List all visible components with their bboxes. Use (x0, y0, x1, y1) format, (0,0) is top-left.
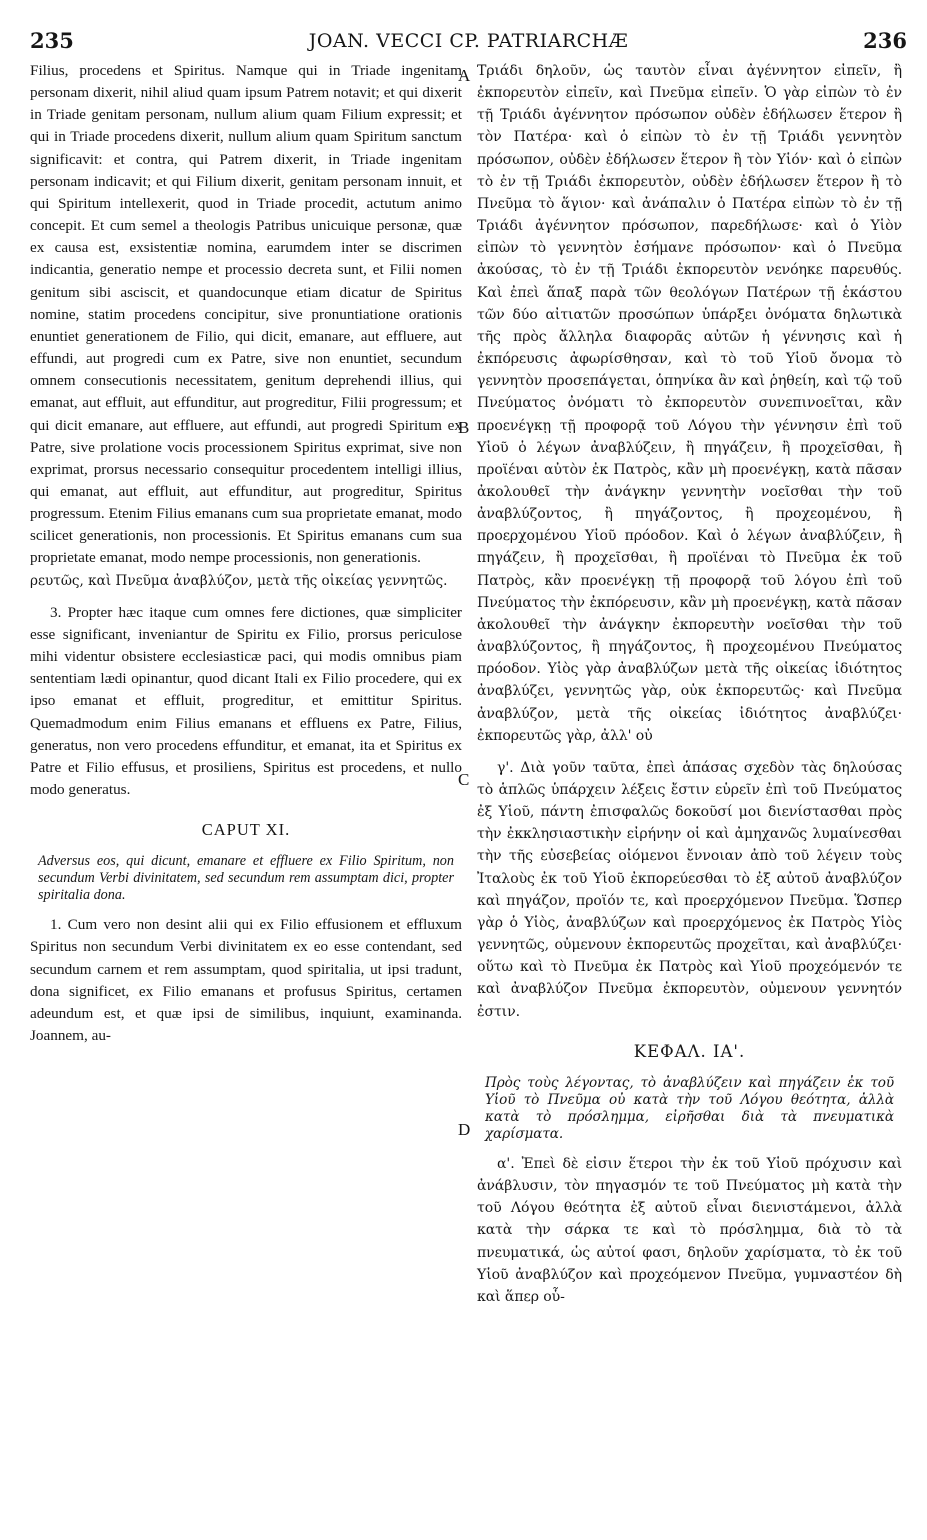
latin-paragraph-3: 1. Cum vero non desint alii qui ex Filio effusionem et effluxum Spiritus non secundum Verbi divinitatem ex eo esse contendant, sed secundum carnem et rem assumptam, quod spiritalia, ut ipsi tradunt, dona significet, ex Filio emanans et profusus Spiritus, certamen adeundum est, et quæ ipsi de similibus, inquiunt, examinanda. Joannem, au- (30, 916, 462, 1045)
latin-paragraph-1: Filius, procedens et Spiritus. Namque qui in Triade ingenitam personam dixerit, nihil aliud quam ipsum Patrem notavit; et qui dixerit in Triade genitam personam, nullum alium quam Filium expressit; et qui in Triade procedens dixerit, nullum alium quam Spiritum sanctum significavit: et contra, qui Patrem dixerit, in Triade ingenitam personam indicavit; et qui Filium dixerit, genitam personam innuit, et qui Spiritum intellexerit, quod in Triade procedit, actutum animo concepit. Et cum semel a theologis Patribus unicuique personæ, quæ ex causa est, exsistentiæ nomina, earumdem inter se discrimen indicantia, generatio nempe et processio decreta sunt, et Filii nomen genitum sibi asciscit, et quandocunque etiam dicatur de Spiritus nomine, statim procedens concipitur, sive pronuntiatione orationis enuntiet generationem de Filio, qui dicit, emanare, aut effluere, aut effundi, aut progredi cum ex Patre, sive non enuntiet, secundum omnem consecutionis necessitatem, genitum deprehendi illius, qui emanat, aut effluit, aut effunditur, aut progreditur, Filii progressum; et qui dicit emanare, aut effluere, aut effundi, aut progredi Spiritum ex Patre, sive prolatione vocis processionem Spiritus exprimat, sive non exprimat, prorsus necessario consequitur procedentem intelligi illius, qui emanat, aut effluit, aut effunditur, aut progreditur, Spiritus progressum. Etenim Filius emanans cum sua proprietate emanat, modo scilicet generationis, non processionis. Et Spiritus emanans cum sua proprietate emanat, modo nempe processionis, non generationis. (30, 62, 462, 567)
greek-paragraph-2: γ'. Διὰ γοῦν ταῦτα, ἐπεὶ ἁπάσας σχεδὸν τὰς δηλούσας τὸ ἁπλῶς ὑπάρχειν λέξεις ἔστιν εὑρεῖν ἐπὶ τοῦ Πνεύματος ἐξ Υἱοῦ, πάντη ἐπισφαλῶς δοκοῦσί μοι διενίστασθαι πρὸς τὴν ἐκκλησιαστικὴν εἰρήνην οἱ καὶ ἀμηχανῶς λυμαίνεσθαι τὴν τῆς εὐσεβείας οἰόμενοι ἔννοιαν ἀπὸ τοῦ λέγειν τοὺς Ἰταλοὺς ἐκ τοῦ Υἱοῦ ἐκπορεύεσθαι τὸ ἐξ αὐτοῦ ἀναβλύζον καὶ πηγάζον, προϊόν τε, καὶ προερχόμενον Πνεῦμα. Ὥσπερ γὰρ ὁ Υἱὸς, ἀναβλύζων καὶ προερχόμενος ἐκ Πατρὸς Υἱὸς γεννητῶς, οὐμενουν ἐκπορευτῶς προχεῖται, καὶ ἀναβλύζει· οὕτω καὶ τὸ Πνεῦμα ἐκ Πατρὸς καὶ Υἱοῦ προχεόμενόν τε καὶ ἀναβλύζον Πνεῦμα ἐκπορευτὸν, οὐμενουν γεννητόν ἐστιν. (477, 759, 902, 1020)
latin-chapter-summary: Adversus eos, qui dicunt, emanare et effluere ex Filio Spiritum, non secundum Verbi divinitatem, sed secundum rem assumptam dici, propter spiritalia dona. (38, 853, 454, 904)
margin-marker-d: D (458, 1120, 471, 1139)
latin-chapter-heading: CAPUT XI. (201, 820, 291, 840)
margin-marker-a: A (458, 66, 471, 85)
greek-column (477, 60, 902, 1308)
latin-paragraph-2: 3. Propter hæc itaque cum omnes fere dictiones, quæ simpliciter esse significant, inveniantur de Spiritu ex Filio, prorsus periculose mihi videntur obsistere ecclesiasticæ paci, qui modis omnibus piam sententiam lædi opinantur, quod dicant Itali ex Filio procedere, qui ex ipso emanat et effluit, progreditur, et emittitur Spiritus. Quemadmodum enim Filius emanans et effluens ex Patre, Filius, generatus, non vero procedens effunditur, et emanat, ita et Spiritus ex Patre et Filio effusus, et prosiliens, Spiritus est procedens, et nullo modo generatus. (30, 603, 462, 798)
running-title: JOAN. VECCI CP. PATRIARCHÆ (308, 30, 629, 52)
page-number-right: 236 (863, 28, 907, 53)
margin-marker-c: C (458, 770, 470, 789)
page-number-left: 235 (30, 28, 74, 53)
latin-column (30, 60, 462, 1047)
margin-marker-b: B (458, 418, 470, 437)
page-header (30, 28, 907, 60)
latin-column-greek-tail: ρευτῶς, καὶ Πνεῦμα ἀναβλύζον, μετὰ τῆς οἰκείας γεννητῶς. (30, 572, 448, 589)
greek-paragraph-3: α'. Ἐπεὶ δὲ εἰσιν ἕτεροι τὴν ἐκ τοῦ Υἱοῦ πρόχυσιν καὶ ἀνάβλυσιν, τὸν πηγασμόν τε τοῦ Πνεύματος μὴ κατὰ τὴν τοῦ Λόγου θεότητα ἐξ αὐτοῦ εἶναι διενιστάμενοι, ἀλλὰ κατὰ τὴν σάρκα τε καὶ τὸ πρόσλημμα, διὰ τὸ τὰ πνευματικά, ὡς αὐτοί φασι, δηλοῦν χαρίσματα, τὸ ἐκ τοῦ Υἱοῦ ἀναβλύζον καὶ προχεόμενον Πνεῦμα, γυμναστέον δὴ καὶ ἅπερ οὗ- (477, 1155, 902, 1305)
greek-paragraph-1: Τριάδι δηλοῦν, ὡς ταυτὸν εἶναι ἀγέννητον εἰπεῖν, ἢ ἐκπορευτὸν εἰπεῖν, καὶ Πνεῦμα εἰπεῖν. Ὁ γὰρ εἰπὼν τὸ ἐν τῇ Τριάδι ἀγέννητον πρόσωπον οὐδὲν ἐδήλωσεν ἕτερον ἢ τὸν Πατέρα· καὶ ὁ εἰπὼν τὸ ἐν τῇ Τριάδι γεννητὸν πρόσωπον, οὐδὲν ἐδήλωσεν ἕτερον ἢ τὸν Υἱόν· καὶ ὁ εἰπὼν τὸ ἐν τῇ Τριάδι ἐκπορευτὸν, οὐδὲν ἐδήλωσεν ἕτερον ἢ τὸ Πνεῦμα τὸ ἅγιον· καὶ ἀνάπαλιν ὁ Πατέρα εἰπὼν τὸ ἐν τῇ Τριάδι ἀγέννητον πρόσωπον, παρεδήλωσε· καὶ ὁ Υἱὸν εἰπὼν τὸ γεννητὸν ἐσήμανε πρόσωπον· καὶ ὁ Πνεῦμα ἀκούσας, τὸ ἐν τῇ Τριάδι ἐκπορευτὸν νενόηκε παρευθύς. Καὶ ἐπεὶ ἅπαξ παρὰ τῶν θεολόγων Πατέρων τῇ ἑκάστου τῶν δύο αἰτιατῶν προσώπων ὑπάρξει ὀνόματα δηλωτικὰ τῆς πρὸς ἄλληλα διαφορᾶς αὐτῶν ἡ γέννησις καὶ ἡ ἐκπόρευσις ἀφωρίσθησαν, καὶ τὸ τοῦ Υἱοῦ ὄνομα τὸ γεννητὸν προσεπάγεται, ὁπηνίκα ἂν καὶ ῥηθείη, καὶ τῷ τοῦ Πνεύματος ὀνόματι τὸ ἐκπορευτὸν συνεπινοεῖται, κἂν προενέγκῃ τῇ προφορᾷ τοῦ Λόγου τὴν γέννησιν ἐπὶ τοῦ Υἱοῦ ὁ λέγων ἀναβλύζειν, ἢ πηγάζειν, ἢ προχεῖσθαι, ἢ προϊέναι αὐτὸν ἐκ Πατρὸς, κἂν μὴ προενέγκῃ, κατὰ πᾶσαν ἀκολουθεῖ τὴν ἀνάγκην γεννητὴν νοεῖσθαι τὴν τοῦ ἀναβλύζοντος, ἢ πηγάζοντος, ἢ προχεομένου, ἢ προερχομένου Υἱοῦ πρόοδον. Καὶ ὁ λέγων ἀναβλύζειν, ἢ πηγάζειν, ἢ προχεῖσθαι, ἢ προϊέναι τὸ Πνεῦμα ἐκ τοῦ Πατρὸς, κἂν προενέγκῃ τῇ προφορᾷ τοῦ λόγου ἐπὶ τοῦ Πνεύματος τὴν ἐκπόρευσιν, κἂν μὴ προενέγκῃ, κατὰ πᾶσαν ἀκολουθεῖ τὴν ἀνάγκην ἐκπορευτὴν νοεῖσθαι τὴν τοῦ ἀναβλύζοντος, ἢ πηγάζοντος, ἢ προχεομένου Πνεύματος πρόοδον. Υἱὸς γὰρ ἀναβλύζων μετὰ τῆς οἰκείας ἰδιότητος ἀναβλύζει, γεννητῶς γὰρ, οὐκ ἐκπορευτῶς· καὶ Πνεῦμα ἀναβλύζον, μετὰ τῆς οἰκείας ἰδιότητος ἀναβλύζει· ἐκπορευτῶς γὰρ, ἀλλ' οὐ (477, 63, 902, 744)
greek-chapter-heading: ΚΕΦΑΛ. ΙΑ'. (633, 1041, 746, 1061)
greek-chapter-summary: Πρὸς τοὺς λέγοντας, τὸ ἀναβλύζειν καὶ πηγάζειν ἐκ τοῦ Υἱοῦ τὸ Πνεῦμα οὐ κατὰ τὴν τοῦ Λόγου θεότητα, ἀλλὰ κατὰ τὸ πρόσλημμα, εἰρῆσθαι διὰ τὰ πνευματικὰ χαρίσματα. (485, 1074, 894, 1142)
